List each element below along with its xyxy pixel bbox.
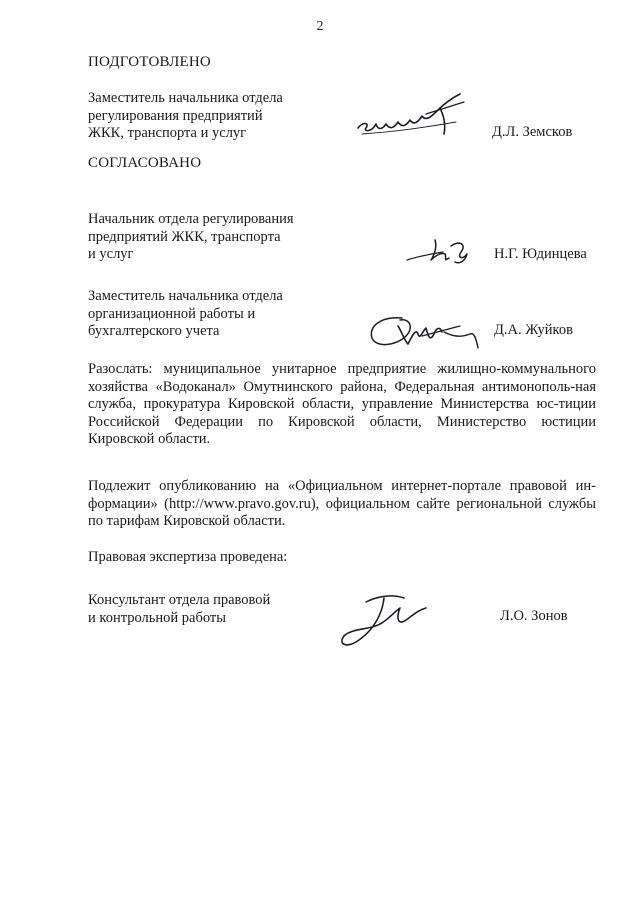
distribution-paragraph: Разослать: муниципальное унитарное предприятие жилищно-коммунального хозяйства «Водоканал» Омутнинского района, Федеральная антимонополь-ная служба, прокуратура Кировской области, управление Министерства юс-тиции Российской Федерации по Кировской области, Министерство юстиции Кировской области. — [88, 361, 596, 447]
legal-review-name: Л.О. Зонов — [500, 608, 568, 624]
agreed-position-2: Заместитель начальника отдела организационной работы и бухгалтерского учета — [88, 288, 283, 339]
publication-paragraph: Подлежит опубликованию на «Официальном интернет-портале правовой ин-формации» (http://www.pravo.gov.ru), официальном сайте региональной службы по тарифам Кировской области. — [88, 478, 596, 529]
prepared-position: Заместитель начальника отдела регулирования предприятий ЖКК, транспорта и услуг — [88, 90, 283, 141]
agreed-name-2: Д.А. Жуйков — [494, 322, 573, 338]
legal-review-statement: Правовая экспертиза проведена: — [88, 549, 288, 565]
prepared-heading: ПОДГОТОВЛЕНО — [88, 54, 211, 70]
agreed-position-1: Начальник отдела регулирования предприятий ЖКК, транспорта и услуг — [88, 211, 294, 262]
prepared-name: Д.Л. Земсков — [492, 124, 573, 140]
legal-review-position: Консультант отдела правовой и контрольной работы — [88, 592, 271, 626]
signature-zhuikov — [362, 308, 490, 354]
signature-zonov — [336, 586, 436, 652]
agreed-heading: СОГЛАСОВАНО — [88, 155, 202, 171]
page-number: 2 — [316, 19, 324, 34]
signature-yudintseva — [405, 232, 475, 266]
signature-zemskov — [352, 88, 472, 140]
agreed-name-1: Н.Г. Юдинцева — [494, 246, 587, 262]
